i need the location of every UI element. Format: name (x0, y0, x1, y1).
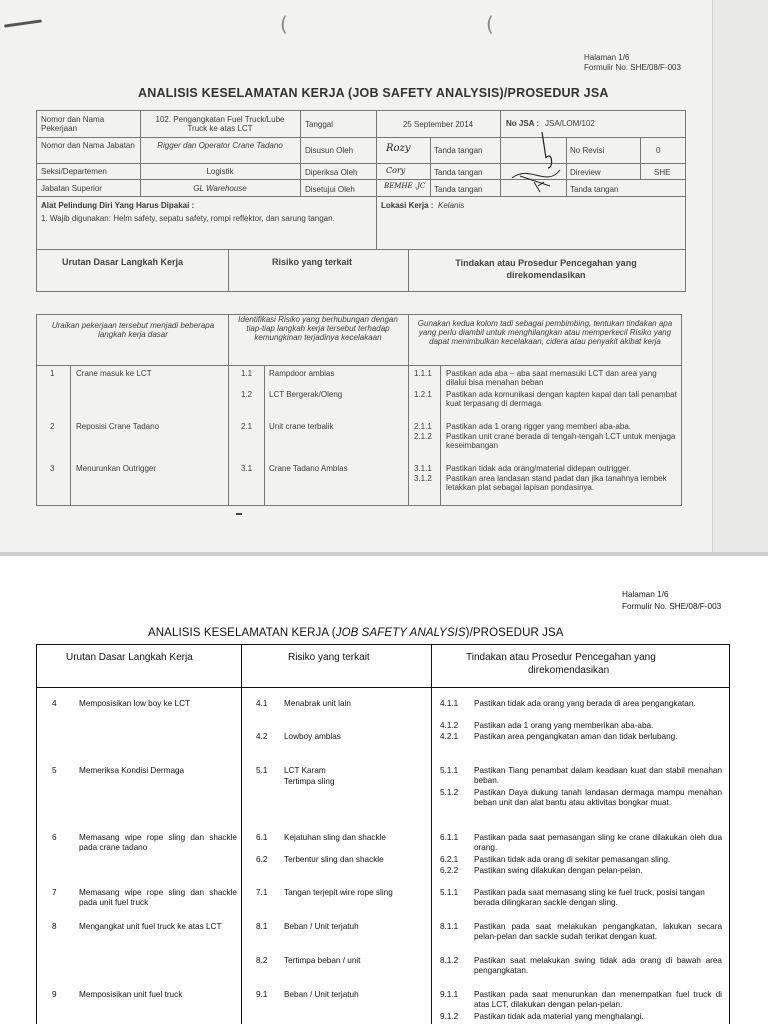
p2-row8-act1-no: 8.1.1 (440, 922, 459, 931)
p2-row7-risk1-no: 7.1 (256, 888, 268, 897)
label-nomor-nama-jabatan: Nomor dan Nama Jabatan (41, 141, 135, 150)
page2-title (148, 627, 564, 639)
page2-title-prefix: ANALISIS KESELAMATAN KERJA ( (148, 627, 336, 639)
handwritten-signatures (500, 128, 620, 196)
label-lokasi: Lokasi Kerja : (381, 201, 434, 210)
label-tanda-tangan-2: Tanda tangan (434, 168, 483, 177)
p2-row6-act3-no: 6.2.2 (440, 866, 459, 875)
p2-row4-act3-no: 4.2.1 (440, 732, 459, 741)
p2-row6-act1: Pastikan pada saat pemasangan sling ke crane dilakukan oleh dua orang. (474, 833, 722, 852)
label-tanda-tangan-1: Tanda tangan (434, 146, 483, 155)
label-jabatan-superior: Jabatan Superior (41, 184, 102, 193)
p2-row9-act2: Pastikan tidak ada material yang menghalangi. (474, 1012, 644, 1021)
p2-row6-act2-no: 6.2.1 (440, 855, 459, 864)
p2-row8-act2: Pastikan saat melakukan swing tidak ada orang di bawah area pengangkatan. (474, 956, 722, 975)
p2-row9-step: Memposisikan unit fuel truck (79, 990, 183, 999)
page2-col-risiko: Risiko yang terkait (288, 652, 370, 663)
digital-page-2 (0, 556, 768, 1024)
value-direview: SHE (654, 168, 671, 177)
p2-row8-risk1-no: 8.1 (256, 922, 268, 931)
p1-row2-step: Reposisi Crane Tadano (76, 422, 160, 431)
page2-col-tindakan-a: Tindakan atau Prosedur Pencegahan yang (466, 652, 656, 663)
label-tanda-tangan-3: Tanda tangan (434, 185, 483, 194)
column-header-risiko: Risiko yang terkait (272, 257, 353, 267)
guide-risiko: Identifikasi Risiko yang berhubungan dengan tiap-tiap langkah kerja tersebut terhadap kemungkinan terjadinya kecelakaan (238, 315, 398, 342)
p2-row9-no: 9 (52, 990, 57, 999)
p1-row2-act1-no: 2.1.1 (414, 422, 432, 431)
label-disusun: Disusun Oleh (305, 146, 354, 155)
p1-row2-act2: Pastikan unit crane berada di tengah-tengah LCT untuk menjaga keseimbangan (446, 432, 676, 450)
label-apd: Alat Pelindung Diri Yang Harus Dipakai : (41, 201, 195, 210)
p1-row3-risk1: Crane Tadano Amblas (269, 464, 348, 473)
label-no-jsa: No JSA : (506, 119, 540, 128)
page2-formulir: Formulir No. SHE/08/F-003 (622, 602, 722, 611)
p2-row4-act2: Pastikan ada 1 orang yang memberikan aba-aba. (474, 721, 654, 730)
p1-row3-act1-no: 3.1.1 (414, 464, 432, 473)
p2-row7-act1-no: 5.1.1 (440, 888, 459, 897)
label-disetujui: Disetujui Oleh (305, 185, 355, 194)
page2-col-tindakan-b: direkomendasikan (528, 665, 610, 676)
p1-row2-act1: Pastikan ada 1 orang rigger yang memberi aba-aba. (446, 422, 631, 431)
p2-row8-risk2-no: 8.2 (256, 956, 268, 965)
p1-row1-act1-no: 1.1.1 (414, 369, 432, 378)
page2-title-italic: JOB SAFETY ANALYSIS (335, 627, 466, 639)
p2-row7-act1: Pastikan pada saat memasang sling ke fuel truck, posisi tangan berada dilingkaran sackle dengan sling. (474, 888, 705, 907)
value-apd: 1. Wajib digunakan: Helm safety, sepatu safety, rompi reflektor, dan sarung tangan. (41, 214, 335, 223)
p2-row4-step: Memposisikan low boy ke LCT (79, 699, 191, 708)
p2-row6-risk2: Terbentur sling dan shackle (284, 855, 384, 864)
p1-row1-step: Crane masuk ke LCT (76, 369, 152, 378)
p2-row6-risk2-no: 6.2 (256, 855, 268, 864)
page1-halaman: Halaman 1/6 (584, 53, 630, 62)
guide-tindakan: Gunakan kedua kolom tadi sebagai pembimbing, tentukan tindakan apa yang perlu diambil untuk menghilangkan atau memperkecil Risiko yang dapat menimbulkan kecelakaan, cidera atau penyakit akibat kerja (417, 319, 673, 346)
p2-row9-risk1: Beban / Unit terjatuh (284, 990, 359, 999)
p1-row3-step: Menurunkan Outrigger (76, 464, 157, 473)
page2-title-suffix: )/PROSEDUR JSA (465, 627, 564, 639)
p1-row1-no: 1 (50, 369, 55, 378)
p2-row5-risk1: LCT Karam (284, 766, 326, 775)
p1-row1-risk1-no: 1.1 (241, 369, 253, 378)
p1-row2-risk1: Unit crane terbalik (269, 422, 334, 431)
value-jabatan-superior: GL Warehouse (193, 184, 247, 193)
p2-row8-risk1: Beban / Unit terjatuh (284, 922, 359, 931)
p1-row2-risk1-no: 2.1 (241, 422, 253, 431)
p2-row4-no: 4 (52, 699, 57, 708)
page1-title: ANALISIS KESELAMATAN KERJA (JOB SAFETY ANALYSIS)/PROSEDUR JSA (138, 86, 609, 100)
p2-row9-act2-no: 9.1.2 (440, 1012, 459, 1021)
p2-row5-step: Memeriksa Kondisi Dermaga (79, 766, 185, 775)
p2-row6-step: Memasang wipe rope sling dan shackle pada crane tadano (79, 833, 237, 852)
value-no-revisi: 0 (656, 146, 661, 155)
p1-row1-act2-no: 1.2.1 (414, 390, 432, 399)
p2-row4-risk2-no: 4.2 (256, 732, 268, 741)
p1-row3-act1: Pastikan tidak ada orang/material didepan outrigger. (446, 464, 632, 473)
p2-row9-risk1-no: 9.1 (256, 990, 268, 999)
p2-row8-act2-no: 8.1.2 (440, 956, 459, 965)
p1-row3-risk1-no: 3.1 (241, 464, 253, 473)
p2-row5-act1: Pastikan Tiang penambat dalam keadaan kuat dan stabil menahan beban. (474, 766, 722, 785)
p1-row3-no: 3 (50, 464, 55, 473)
p1-row2-act2-no: 2.1.2 (414, 432, 432, 441)
p2-row6-act3: Pastikan swing dilakukan dengan pelan-pelan. (474, 866, 643, 875)
p2-row4-act1-no: 4.1.1 (440, 699, 459, 708)
p2-row4-act3: Pastikan area pengangkatan aman dan tidak berlubang. (474, 732, 678, 741)
p2-row4-risk1: Menabrak unit lain (284, 699, 351, 708)
p1-row3-act2-no: 3.1.2 (414, 474, 432, 483)
label-tanggal: Tanggal (305, 120, 334, 129)
page2-halaman: Halaman 1/6 (622, 590, 669, 599)
punch-hole-right: ( (486, 12, 494, 36)
p2-row6-act1-no: 6.1.1 (440, 833, 459, 842)
p2-row5-act1-no: 5.1.1 (440, 766, 459, 775)
p2-row9-act1-no: 9.1.1 (440, 990, 459, 999)
p2-row5-act2: Pastikan Daya dukung tanah landasan dermaga mampu menahan beban unit dan alat bantu atau aktivitas bongkar muat. (474, 788, 722, 807)
p2-row6-no: 6 (52, 833, 57, 842)
p1-row1-risk2-no: 1.2 (241, 390, 253, 399)
guide-langkah: Uraikan pekerjaan tersebut menjadi beberapa langkah kerja dasar (51, 321, 215, 339)
column-header-tindakan: Tindakan atau Prosedur Pencegahan yang direkomendasikan (455, 258, 637, 280)
p2-row5-act2-no: 5.1.2 (440, 788, 459, 797)
value-lokasi: Kelanis (438, 201, 465, 210)
p1-row1-risk2: LCT Bergerak/Oleng (269, 390, 343, 399)
p2-row7-no: 7 (52, 888, 57, 897)
p1-row1-risk1: Rampdoor amblas (269, 369, 335, 378)
p2-row9-act1: Pastikan pada saat menurunkan dan menempatkan fuel truck di atas LCT, dilakukan dengan pelan-pelan. (474, 990, 722, 1009)
p2-row7-step: Memasang wipe rope sling dan shackle pada unit fuel truck (79, 888, 237, 907)
p2-row6-risk1: Kejatuhan sling dan shackle (284, 833, 386, 842)
label-no-revisi: No Revisi (570, 146, 605, 155)
p2-row7-risk1: Tangan terjepit wire rope sling (284, 888, 393, 897)
p2-row8-no: 8 (52, 922, 57, 931)
label-nomor-nama-pekerjaan: Nomor dan Nama Pekerjaan (41, 115, 105, 133)
p2-row8-risk2: Tertimpa beban / unit (284, 956, 361, 965)
label-seksi: Seksi/Departemen (41, 167, 107, 176)
p1-row1-act2: Pastikan ada komunikasi dengan kapten kapal dan tali penambat kuat terpasang di dermaga (446, 390, 677, 408)
p2-row4-risk1-no: 4.1 (256, 699, 268, 708)
value-tanggal: 25 September 2014 (402, 120, 474, 129)
stray-mark (236, 513, 242, 515)
column-header-urutan: Urutan Dasar Langkah Kerja (62, 257, 184, 267)
signature-disusun: Rozy (386, 143, 411, 154)
signature-disetujui: BEMHE .JC (384, 182, 426, 190)
value-seksi: Logistik (206, 167, 234, 176)
value-jabatan: Rigger dan Operator Crane Tadano (157, 141, 283, 150)
value-no-jsa: JSA/LOM/102 (545, 119, 595, 128)
p2-row5-risk2: Tertimpa sling (284, 777, 335, 786)
p2-row5-risk1-no: 5.1 (256, 766, 268, 775)
label-tanda-tangan-4: Tanda tangan (570, 185, 619, 194)
value-pekerjaan: 102. Pengangkatan Fuel Truck/Lube Truck ke atas LCT (155, 115, 285, 133)
p2-row4-act2-no: 4.1.2 (440, 721, 459, 730)
p2-row4-act1: Pastikan tidak ada orang yang berada di area pengangkatan. (474, 699, 696, 708)
p1-row2-no: 2 (50, 422, 55, 431)
p2-row8-act1: Pastikan pada saat melakukan pengangkatan, lakukan secara pelan-pelan dan sackle sudah terikat dengan kuat. (474, 922, 722, 941)
label-diperiksa: Diperiksa Oleh (305, 168, 358, 177)
signature-diperiksa: Cory (386, 166, 406, 175)
p2-row8-step: Mengangkat unit fuel truck ke atas LCT (79, 922, 222, 931)
page2-col-urutan: Urutan Dasar Langkah Kerja (66, 652, 193, 663)
p2-row6-risk1-no: 6.1 (256, 833, 268, 842)
p2-row6-act2: Pastikan tidak ada orang di sekitar pemasangan sling. (474, 855, 671, 864)
punch-hole-left: ( (280, 12, 288, 36)
p1-row3-act2: Pastikan area landasan stand padat dan jika tanahnya lembek letakkan plat sebagai lapisan pondasinya. (446, 474, 667, 492)
p2-row4-risk2: Lowboy amblas (284, 732, 341, 741)
p2-row5-no: 5 (52, 766, 57, 775)
page1-formulir: Formulir No. SHE/08/F-003 (584, 63, 681, 72)
p1-row1-act1: Pastikan ada aba – aba saat memasuki LCT dan area yang dilalui bisa menahan beban (446, 369, 657, 387)
label-direview: Direview (570, 168, 601, 177)
